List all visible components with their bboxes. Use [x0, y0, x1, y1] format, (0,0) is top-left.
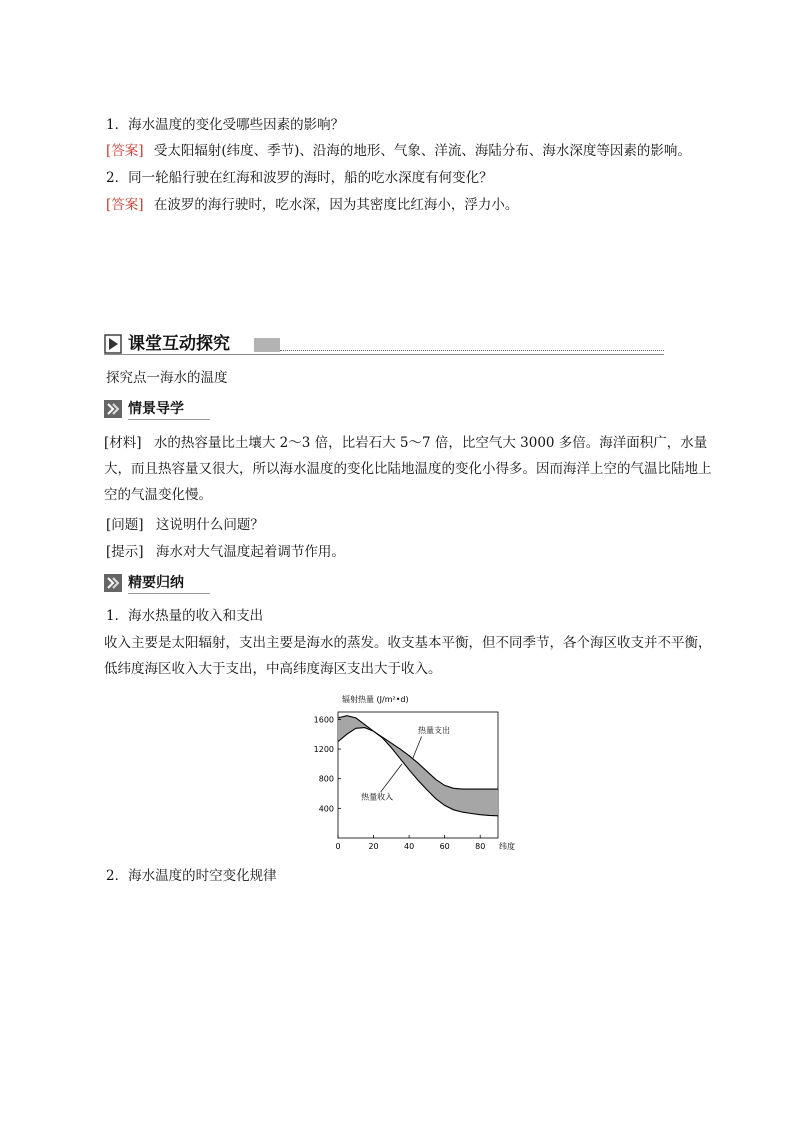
hint-text: 海水对大气温度起着调节作用。	[155, 544, 345, 560]
question-2: 2．同一轮船行驶在红海和波罗的海时，船的吃水深度有何变化？	[106, 170, 493, 186]
double-chevron-icon	[104, 574, 122, 592]
y-axis-label: 辐射热量 (J/m²•d)	[342, 695, 409, 704]
answer-label: [答案]	[106, 143, 144, 159]
question-row	[106, 515, 264, 535]
section-title: 课堂互动探究	[128, 334, 230, 354]
answer-label: [答案]	[106, 197, 144, 213]
hint-label: [提示]	[106, 544, 144, 560]
annotation-income: 热量收入	[361, 792, 394, 802]
question-label: [问题]	[106, 517, 144, 533]
subheading-underline	[128, 593, 210, 594]
title-decor-block	[254, 338, 280, 352]
subheading-label: 精要归纳	[128, 575, 184, 591]
material-text: 水的热容量比土壤大 2～3 倍，比岩石大 5～7 倍，比空气大 3000 多倍。海洋面积广，水量大，而且热容量又很大，所以海水温度的变化比陆地温度的变化小得多。因而海洋上空的气温比陆地上空的气温变化慢。	[104, 435, 712, 503]
x-tick-label: 80	[475, 842, 486, 851]
play-arrow-icon	[104, 334, 122, 354]
summary-item-2-title: 2．海水温度的时空变化规律	[106, 868, 277, 884]
hint-row	[106, 542, 345, 562]
material-paragraph	[104, 430, 718, 508]
subheading-label: 情景导学	[128, 401, 184, 417]
subheading-scene	[104, 398, 264, 420]
x-tick-label: 0	[335, 842, 341, 851]
y-tick-label: 1200	[313, 745, 334, 755]
answer-text: 受太阳辐射(纬度、季节)、沿海的地形、气象、洋流、海陆分布、海水深度等因素的影响。	[153, 143, 691, 159]
question-1: 1．海水温度的变化受哪些因素的影响？	[106, 117, 345, 133]
y-tick-label: 400	[318, 804, 334, 814]
annotation-expenditure: 热量支出	[418, 725, 450, 735]
double-chevron-icon	[104, 400, 122, 418]
x-tick-label: 60	[439, 842, 450, 851]
annotation-leader	[381, 764, 402, 792]
summary-item-1-text: 收入主要是太阳辐射，支出主要是海水的蒸发。收支基本平衡，但不同季节，各个海区收支并不平衡，低纬度海区收入大于支出，中高纬度海区支出大于收入。	[104, 635, 712, 677]
question-text: 这说明什么问题？	[155, 517, 264, 533]
summary-item-1-title: 1．海水热量的收入和支出	[106, 608, 264, 624]
material-label: [材料]	[104, 435, 142, 451]
answer-1	[106, 141, 691, 161]
title-underline	[104, 354, 664, 355]
x-tick-label: 40	[404, 842, 415, 851]
y-tick-label: 1600	[313, 715, 334, 725]
x-axis-label: 纬度	[499, 842, 515, 851]
section-banner	[104, 331, 664, 357]
subheading-summary	[104, 572, 264, 594]
heat-budget-chart	[300, 690, 520, 855]
y-tick-label: 800	[318, 774, 334, 784]
title-dotted-line	[280, 350, 664, 351]
answer-text: 在波罗的海行驶时，吃水深，因为其密度比红海小，浮力小。	[153, 197, 519, 213]
x-tick-label: 20	[368, 842, 379, 851]
answer-2	[106, 195, 518, 215]
subheading-underline	[128, 419, 210, 420]
annotation-leader	[413, 736, 422, 758]
explore-point: 探究点一海水的温度	[106, 370, 228, 386]
